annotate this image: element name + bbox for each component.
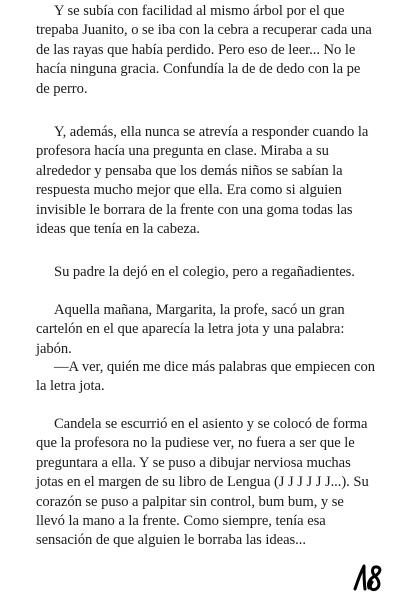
paragraph-3: Su padre la dejó en el colegio, pero a regañadientes. [54,264,355,280]
paragraph-2: Y, además, ella nunca se atrevía a responder cuando la profesora hacía una pregunta en clase. Miraba a su alrededor y pensaba que los demás niños se sabían la respuesta mucho mejor que ella. Era como si alguien invisible le borrara de la frente con una goma todas las ideas que tenía en la cabeza. [36,124,369,238]
paragraph-1: Y se subía con facilidad al mismo árbol por el que trepaba Juanito, o se iba con la cebra a recuperar cada una de las rayas que había perdido. Pero eso de leer... No le hacía ninguna gracia. Confundía la de de dedo con la pe de perro. [36,3,372,97]
handwritten-logo-icon [352,562,388,592]
paragraph-4: Aquella mañana, Margarita, la profe, sacó un gran cartelón en el que aparecía la letra jota y una palabra: jabón. [36,302,345,357]
paragraph-6: Candela se escurrió en el asiento y se colocó de forma que la profesora no la pudiese ver, no fuera a ser que le preguntara a ella. Y se puso a dibujar nerviosa muchas jotas en el margen de su libro de Lengua (J J J J J J...). Su corazón se puso a palpitar sin control, bum bum, y se llevó la mano a la frente. Como siempre, tenía esa sensación de que alguien le borraba las ideas... [36,416,369,549]
paragraph-5: —A ver, quién me dice más palabras que empiecen con la letra jota. [36,359,376,395]
